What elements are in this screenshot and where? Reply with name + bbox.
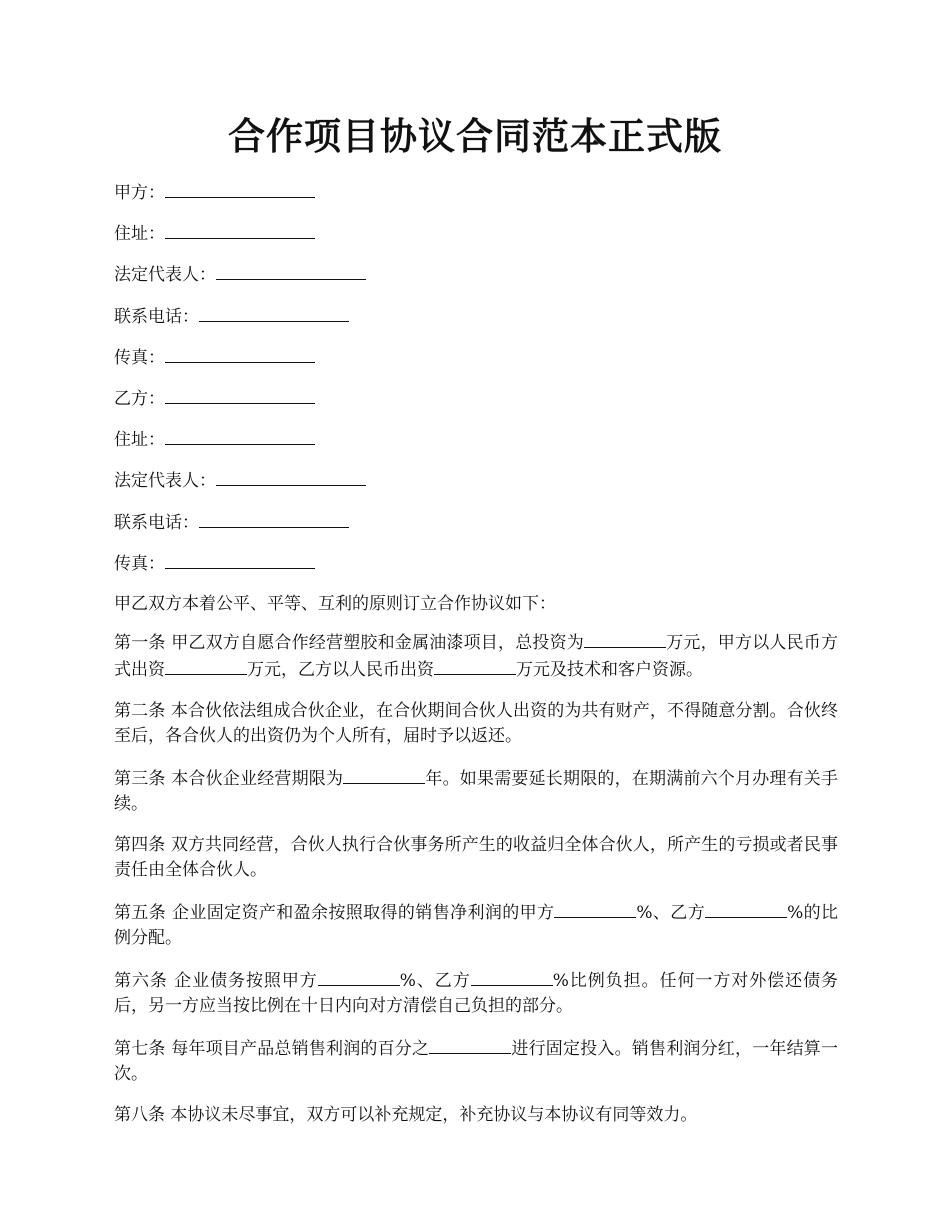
- party-a-name-field: [114, 178, 844, 219]
- blank-line: [318, 967, 400, 986]
- field-label: 住址：: [114, 430, 165, 451]
- field-label: 住址：: [114, 224, 165, 245]
- article-text: %的比例分配。: [114, 903, 839, 948]
- agreement-body: [114, 592, 838, 1144]
- intro-paragraph: 甲乙双方本着公平、平等、互利的原则订立合作协议如下：: [114, 594, 556, 614]
- blank-line: [216, 466, 366, 486]
- field-label: 传真：: [114, 347, 165, 368]
- article-text: %比例负担。任何一方对外偿还债务后，另一方应当按比例在十日内向对方清偿自己负担的部分。: [114, 971, 839, 1016]
- blank-line: [165, 549, 315, 569]
- field-label: 法定代表人：: [114, 265, 216, 286]
- party-a-representative-field: [114, 260, 844, 301]
- blank-line: [199, 508, 349, 528]
- field-label: 乙方：: [114, 388, 165, 409]
- blank-line: [584, 629, 666, 648]
- field-label: 法定代表人：: [114, 471, 216, 492]
- article-4: 第四条 双方共同经营，合伙人执行合伙事务所产生的收益归全体合伙人，所产生的亏损或者民事责任由全体合伙人。: [114, 835, 838, 880]
- blank-line: [471, 967, 553, 986]
- document-title: 合作项目协议合同范本正式版: [228, 114, 722, 158]
- article-3: [114, 765, 838, 817]
- article-2: 第二条 本合伙依法组成合伙企业，在合伙期间合伙人出资的为共有财产，不得随意分割。合伙终至后，各合伙人的出资仍为个人所有，届时予以返还。: [114, 701, 838, 746]
- article-8: 第八条 本协议未尽事宜，双方可以补充规定，补充协议与本协议有同等效力。: [114, 1105, 698, 1125]
- blank-line: [165, 219, 315, 239]
- blank-line: [165, 343, 315, 363]
- article-text: %、乙方: [399, 971, 471, 991]
- field-label: 甲方：: [114, 183, 165, 203]
- article-text: %、乙方: [636, 903, 706, 923]
- blank-line: [165, 178, 315, 198]
- party-b-address-field: [114, 425, 844, 466]
- party-a-phone-field: [114, 302, 844, 343]
- article-text: 第五条 企业固定资产和盈余按照取得的销售净利润的甲方: [114, 903, 555, 923]
- blank-line: [165, 656, 247, 675]
- blank-line: [165, 384, 315, 404]
- blank-line: [554, 899, 636, 918]
- article-text: 第一条 甲乙双方自愿合作经营塑胶和金属油漆项目，总投资为: [114, 633, 584, 653]
- field-label: 联系电话：: [114, 306, 199, 327]
- party-b-fax-field: [114, 549, 844, 590]
- blank-line: [705, 899, 787, 918]
- field-label: 传真：: [114, 553, 165, 574]
- party-b-name-field: [114, 384, 844, 425]
- blank-line: [343, 765, 425, 784]
- blank-line: [429, 1035, 511, 1054]
- article-text: 万元，乙方以人民币出资: [247, 660, 434, 680]
- article-text: 万元，甲方以人民币方式出资: [114, 633, 838, 680]
- party-a-address-field: [114, 219, 844, 260]
- article-text: 第六条 企业债务按照甲方: [114, 971, 318, 991]
- blank-line: [165, 425, 315, 445]
- blank-line: [434, 656, 516, 675]
- article-text: 第三条 本合伙企业经营期限为: [114, 769, 344, 789]
- article-5: [114, 899, 838, 951]
- party-a-fax-field: [114, 343, 844, 384]
- article-1: [114, 629, 838, 683]
- article-6: [114, 967, 838, 1019]
- party-b-phone-field: [114, 508, 844, 549]
- article-text: 进行固定投入。销售利润分红，一年结算一次。: [114, 1039, 838, 1084]
- party-info-section: [114, 178, 844, 590]
- field-label: 联系电话：: [114, 512, 199, 533]
- blank-line: [199, 302, 349, 322]
- blank-line: [216, 260, 366, 280]
- article-7: [114, 1035, 838, 1087]
- article-text: 万元及技术和客户资源。: [516, 660, 703, 680]
- article-text: 第七条 每年项目产品总销售利润的百分之: [114, 1039, 430, 1059]
- party-b-representative-field: [114, 466, 844, 507]
- article-text: 年。如果需要延长期限的，在期满前六个月办理有关手续。: [114, 769, 838, 814]
